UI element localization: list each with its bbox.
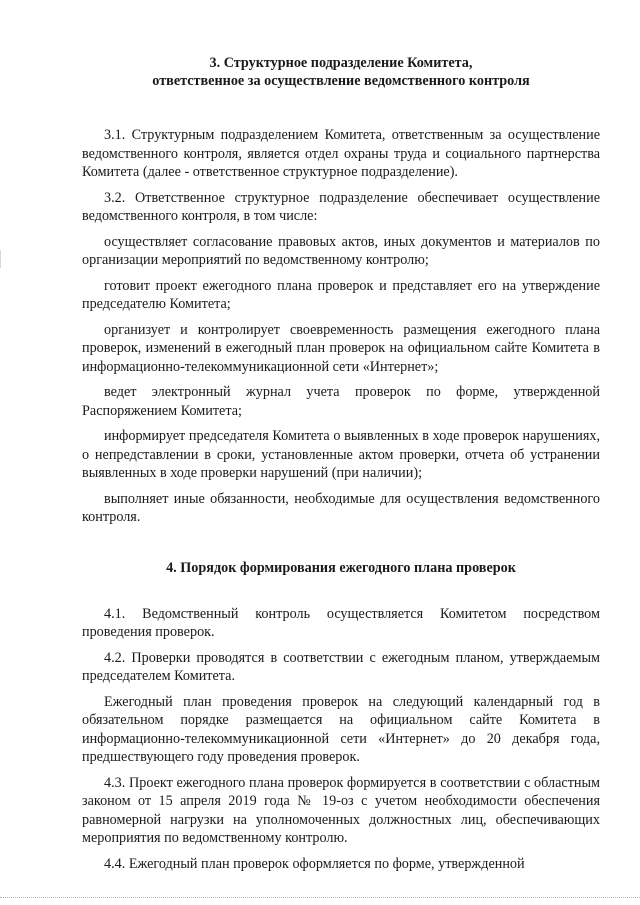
page-bottom-edge xyxy=(0,897,640,898)
section-3-title-line-2: ответственное за осуществление ведомственного контроля xyxy=(152,73,530,89)
duty-item-approval: осуществляет согласование правовых актов, иных документов и материалов по организации мероприятий по ведомственному контролю; xyxy=(82,233,600,268)
section-3-title-line-1: 3. Структурное подразделение Комитета, xyxy=(209,55,473,71)
paragraph-4-1: 4.1. Ведомственный контроль осуществляется Комитетом посредством проведения проверок. xyxy=(82,605,600,640)
section-3-heading xyxy=(82,54,600,90)
section-4-heading xyxy=(82,559,600,577)
duty-item-journal: ведет электронный журнал учета проверок по форме, утвержденной Распоряжением Комитета; xyxy=(82,384,600,419)
scan-margin-mark xyxy=(0,250,1,268)
section-3-body xyxy=(82,126,600,527)
duty-item-publication: организует и контролирует своевременность размещения ежегодного плана проверок, изменений в ежегодный план проверок на официальном сайте Комитета в информационно-телекоммуникационной сети «Интернет»; xyxy=(82,321,600,375)
duty-item-other: выполняет иные обязанности, необходимые для осуществления ведомственного контроля. xyxy=(82,490,600,525)
duty-item-plan-draft: готовит проект ежегодного плана проверок и представляет его на утверждение председателю Комитета; xyxy=(82,277,600,312)
section-4-title: 4. Порядок формирования ежегодного плана проверок xyxy=(166,559,516,576)
paragraph-4-4: 4.4. Ежегодный план проверок оформляется по форме, утвержденной xyxy=(104,855,525,872)
paragraph-annual-plan-publication: Ежегодный план проведения проверок на следующий календарный год в обязательном порядке размещается на официальном сайте Комитета в информационно-телекоммуникационной сети «Интернет» до 20 декабря года, предшествующего году проведения проверок. xyxy=(82,693,600,765)
paragraph-3-2: 3.2. Ответственное структурное подразделение обеспечивает осуществление ведомственного контроля, в том числе: xyxy=(82,189,600,224)
paragraph-4-2: 4.2. Проверки проводятся в соответствии с ежегодным планом, утверждаемым председателем Комитета. xyxy=(82,649,600,684)
duty-item-inform: информирует председателя Комитета о выявленных в ходе проверок нарушениях, о непредставлении в сроки, установленные актом проверки, отчета об устранении выявленных в ходе проверки нарушений (при наличии); xyxy=(82,428,600,481)
section-4-body xyxy=(82,605,600,874)
paragraph-4-3: 4.3. Проект ежегодного плана проверок формируется в соответствии с областным законом от 15 апреля 2019 года № 19-оз с учетом необходимости обеспечения равномерной нагрузки на уполномоченных должностных лиц, обеспечивающих мероприятия по ведомственному контролю. xyxy=(82,774,600,846)
paragraph-3-1: 3.1. Структурным подразделением Комитета, ответственным за осуществление ведомственного контроля, является отдел охраны труда и социального партнерства Комитета (далее - ответственное структурное подразделение). xyxy=(82,127,600,180)
